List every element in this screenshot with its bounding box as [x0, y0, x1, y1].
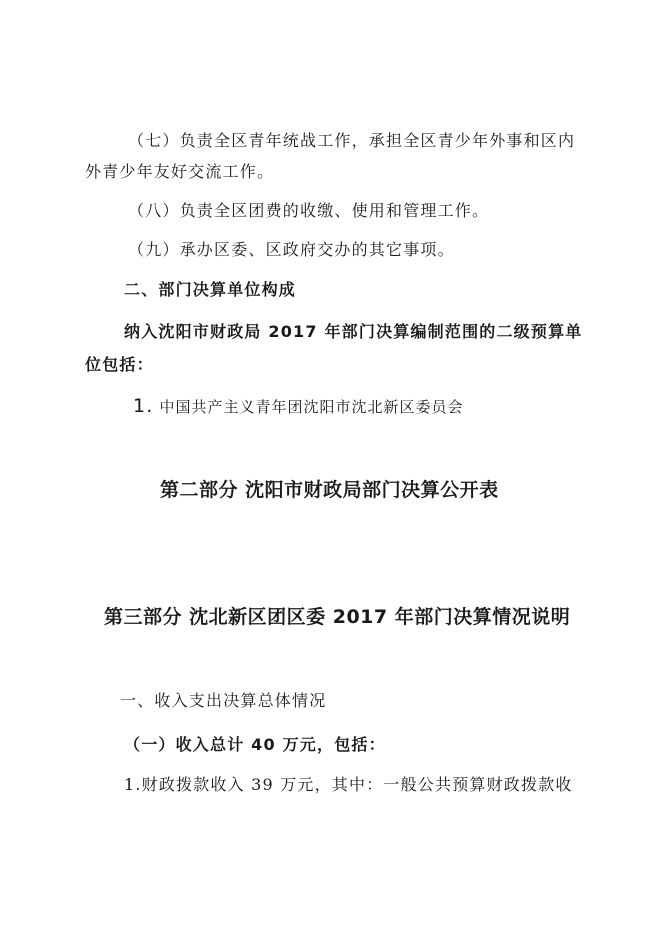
unit-list-name: 中国共产主义青年团沈阳市沈北新区委员会	[159, 398, 464, 416]
income-total-subheading: （一）收入总计 40 万元，包括：	[124, 735, 386, 754]
item-9: （九）承办区委、区政府交办的其它事项。	[128, 240, 455, 259]
part-three-title: 第三部分 沈北新区团区委 2017 年部门决算情况说明	[104, 606, 571, 628]
unit-list-number: 1.	[133, 395, 154, 417]
item-8: （八）负责全区团费的收缴、使用和管理工作。	[128, 201, 490, 220]
section-two-intro-line-1: 纳入沈阳市财政局 2017 年部门决算编制范围的二级预算单	[124, 322, 583, 341]
unit-list-item	[133, 396, 464, 417]
item-7-line-2: 外青少年友好交流工作。	[85, 162, 275, 181]
section-two-intro-line-2: 位包括：	[85, 355, 154, 374]
section-two-heading: 二、部门决算单位构成	[124, 280, 297, 299]
item-7-line-1: （七）负责全区青年统战工作，承担全区青少年外事和区内	[128, 131, 576, 150]
income-line-1: 1.财政拨款收入 39 万元，其中：一般公共预算财政拨款收	[124, 775, 573, 794]
part-two-title: 第二部分 沈阳市财政局部门决算公开表	[160, 479, 499, 501]
part-three-heading-1: 一、收入支出决算总体情况	[120, 691, 327, 710]
